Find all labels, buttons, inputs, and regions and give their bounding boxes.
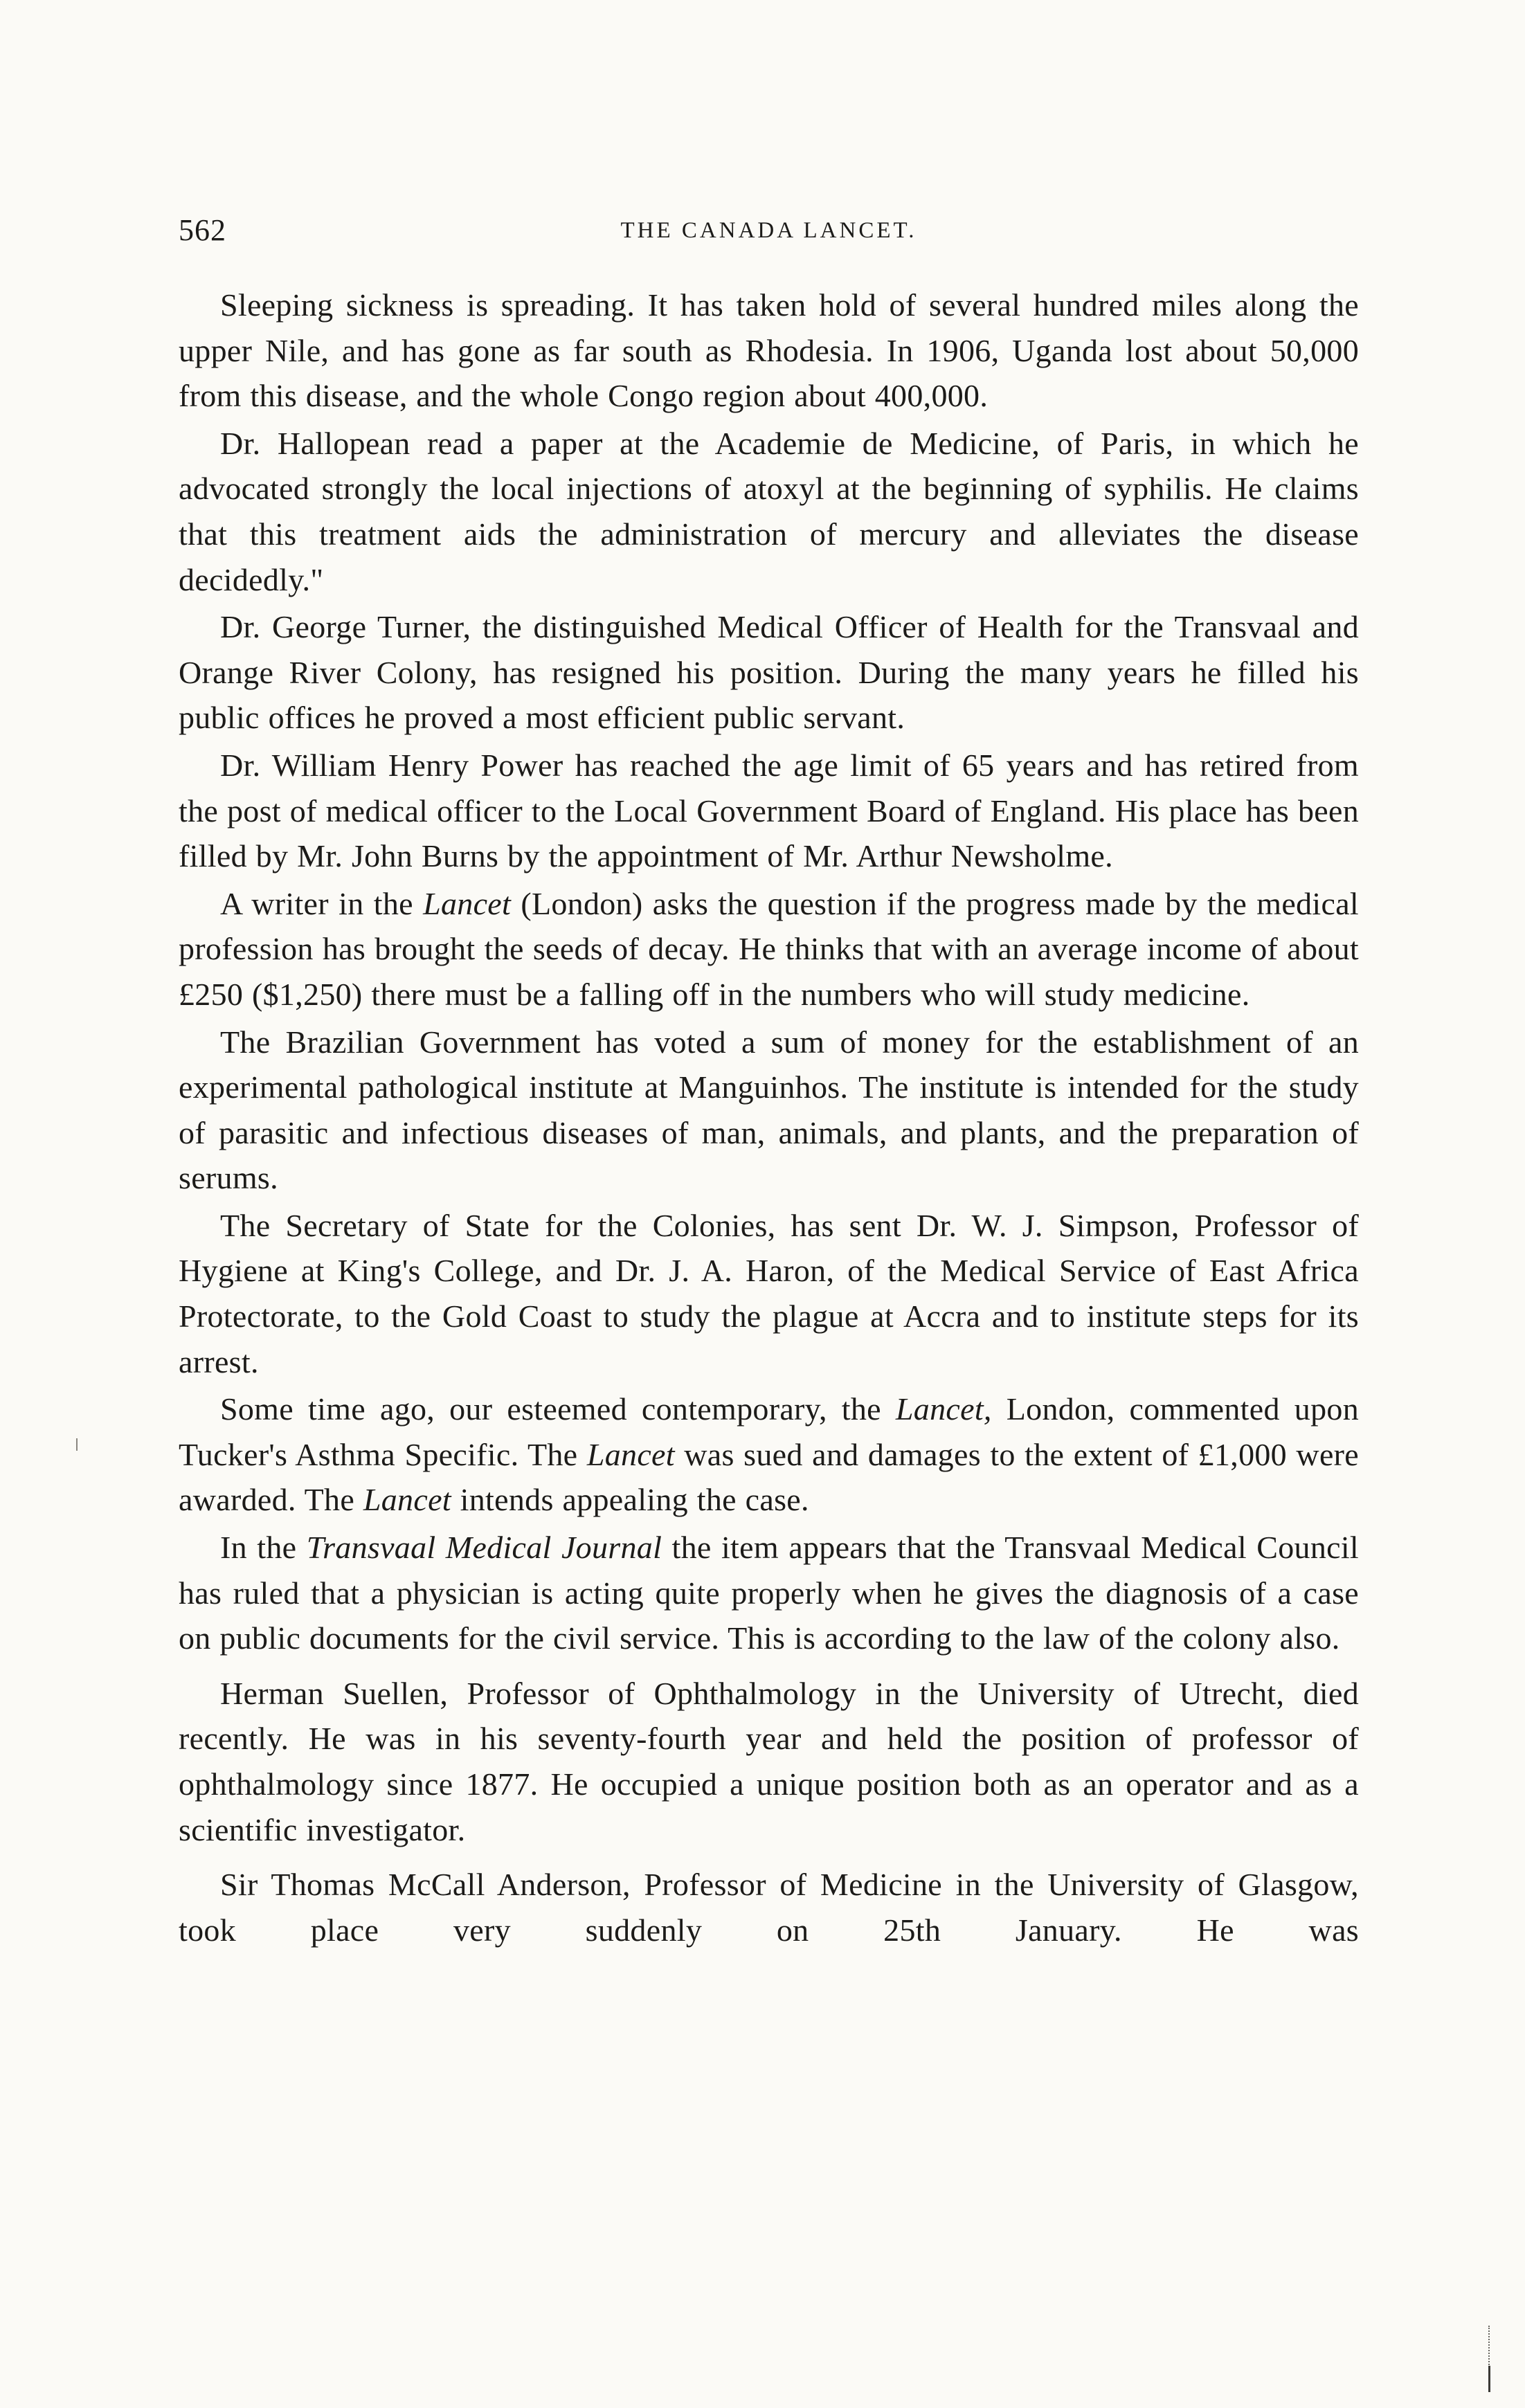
paragraph-text: Dr. Hallopean read a paper at the Academie de Medicine, of Paris, in which he advocated strongly the local injections of atoxyl at the beginning of syphilis. He claims that this treatment aids the administration of mercury and alleviates the disease decidedly." xyxy=(179,425,1359,597)
paragraph-text: was sued and damages to the extent of £1,000 were awarded. The xyxy=(179,1436,1359,1518)
paragraph-text: the item appears that the Transvaal Medical Council has ruled that a physician is acting quite properly when he gives the diagnosis of a case on public documents for the civil service. This is according to the law of the colony also. xyxy=(179,1530,1359,1656)
paragraph-4 xyxy=(179,743,1359,879)
paragraph-text: London, commented upon Tucker's Asthma Specific. The xyxy=(179,1391,1359,1472)
paragraph-11 xyxy=(179,1862,1359,1953)
margin-speck xyxy=(76,1438,78,1451)
italic-title: Lancet, xyxy=(895,1391,992,1427)
paragraph-text: Herman Suellen, Professor of Ophthalmology in the University of Utrecht, died recently. He was in his seventy-fourth year and held the position of professor of ophthalmology since 1877. He occupied a unique position both as an operator and as a scientific investigator. xyxy=(179,1675,1359,1847)
paragraph-text: The Brazilian Government has voted a sum of money for the establishment of an experimental pathological institute at Manguinhos. The institute is intended for the study of parasitic and infectious diseases of man, animals, and plants, and the preparation of serums. xyxy=(179,1024,1359,1196)
paragraph-text: Some time ago, our esteemed contemporary, the xyxy=(220,1391,896,1427)
paragraph-text: intends appealing the case. xyxy=(451,1482,809,1518)
paragraph-7 xyxy=(179,1203,1359,1384)
italic-title: Lancet xyxy=(363,1482,451,1518)
paragraph-text: (London) asks the question if the progress made by the medical profession has brought the seeds of decay. He thinks that with an average income of about £250 ($1,250) there must be a falling off in the numbers who will study medicine. xyxy=(179,885,1359,1012)
paragraph-3 xyxy=(179,604,1359,741)
article-body xyxy=(179,282,1359,1955)
paragraph-2 xyxy=(179,421,1359,602)
binding-edge-mark xyxy=(1488,2326,1494,2392)
paragraph-text: Sir Thomas McCall Anderson, Professor of Medicine in the University of Glasgow, took place very suddenly on 25th January. He was xyxy=(179,1867,1359,1948)
paragraph-text: Dr. William Henry Power has reached the age limit of 65 years and has retired from the post of medical officer to the Local Government Board of England. His place has been filled by Mr. John Burns by the appointment of Mr. Arthur Newsholme. xyxy=(179,747,1359,874)
paragraph-text: Sleeping sickness is spreading. It has taken hold of several hundred miles along the upper Nile, and has gone as far south as Rhodesia. In 1906, Uganda lost about 50,000 from this disease, and the whole Congo region about 400,000. xyxy=(179,287,1359,414)
paragraph-text: In the xyxy=(220,1530,307,1566)
paragraph-1 xyxy=(179,282,1359,419)
paragraph-5 xyxy=(179,881,1359,1017)
page-number: 562 xyxy=(179,213,226,247)
paragraph-text: A writer in the xyxy=(220,885,424,921)
italic-title: Lancet xyxy=(586,1436,675,1472)
running-head xyxy=(179,206,1359,255)
paragraph-text: The Secretary of State for the Colonies, has sent Dr. W. J. Simpson, Professor of Hygiene at King's College, and Dr. J. A. Haron, of the Medical Service of East Africa Protectorate, to the Gold Coast to study the plague at Accra and to institute steps for its arrest. xyxy=(179,1207,1359,1379)
paragraph-9 xyxy=(179,1525,1359,1661)
paragraph-10 xyxy=(179,1671,1359,1852)
paragraph-text: Dr. George Turner, the distinguished Medical Officer of Health for the Transvaal and Orange River Colony, has resigned his position. During the many years he filled his public offices he proved a most efficient public servant. xyxy=(179,609,1359,736)
italic-title: Transvaal Medical Journal xyxy=(306,1530,662,1566)
journal-title: THE CANADA LANCET. xyxy=(620,218,917,243)
paragraph-8 xyxy=(179,1386,1359,1523)
paragraph-6 xyxy=(179,1020,1359,1201)
italic-title: Lancet xyxy=(423,885,512,921)
